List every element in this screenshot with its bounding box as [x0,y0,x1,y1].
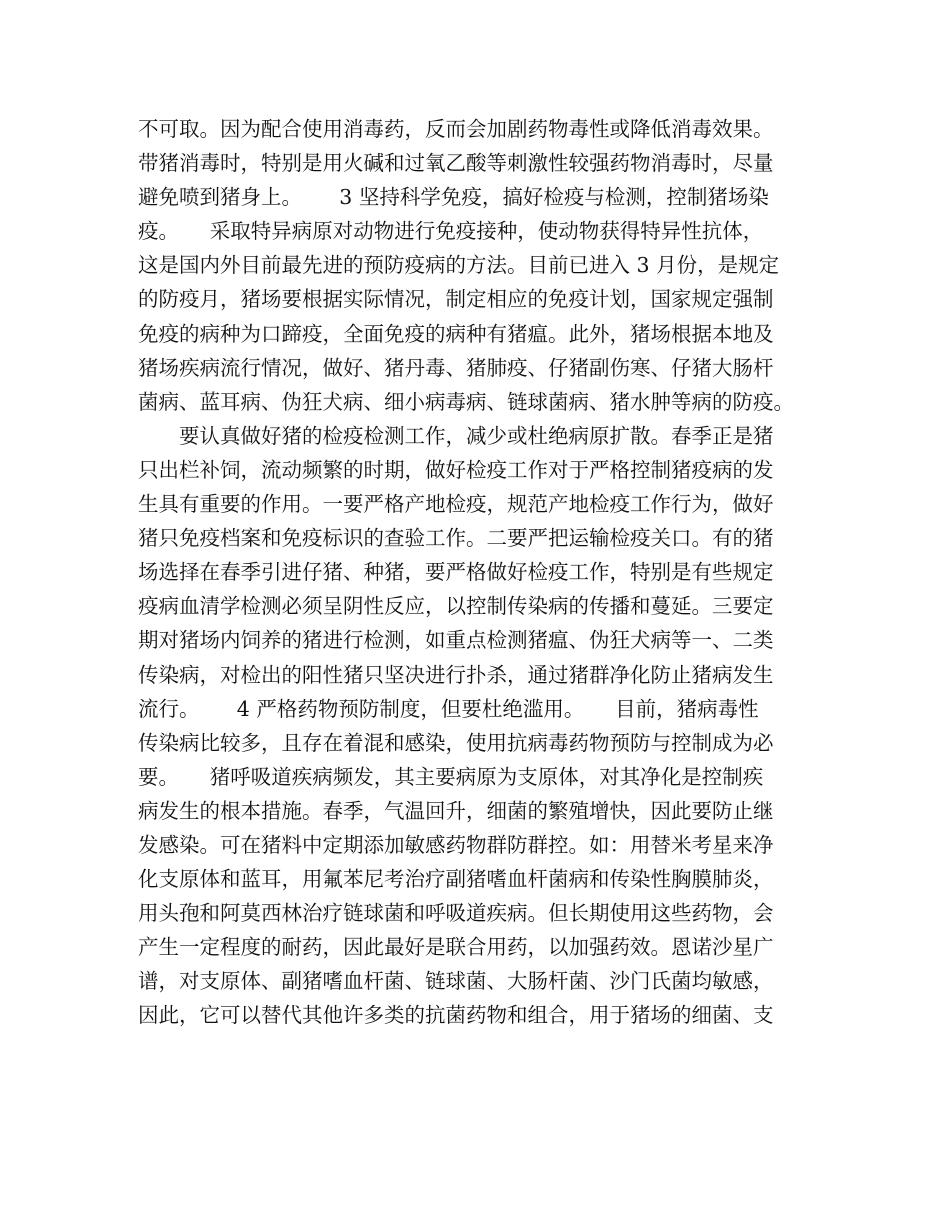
text-line: 菌病、蓝耳病、伪狂犬病、细小病毒病、链球菌病、猪水肿等病的防疫。 [138,389,794,414]
text-line: 只出栏补饲，流动频繁的时期，做好检疫工作对于严格控制猪疫病的发 [138,457,774,482]
text-line: 猪只免疫档案和免疫标识的查验工作。二要严把运输检疫关口。有的猪 [138,526,774,551]
text-line: 期对猪场内饲养的猪进行检测，如重点检测猪瘟、伪狂犬病等一、二类 [138,628,774,653]
text-line: 不可取。因为配合使用消毒药，反而会加剧药物毒性或降低消毒效果。 [138,117,774,141]
text-line: 要。 猪呼吸道疾病频发，其主要病原为支原体，对其净化是控制疾 [138,764,764,789]
text-line: 因此，它可以替代其他许多类的抗菌药物和组合，用于猪场的细菌、支 [138,1003,774,1028]
text-line: 产生一定程度的耐药，因此最好是联合用药，以加强药效。恩诺沙星广 [138,935,774,960]
text-line: 发感染。可在猪料中定期添加敏感药物群防群控。如：用替米考星来净 [138,832,774,857]
text-line: 要认真做好猪的检疫检测工作，减少或杜绝病原扩散。春季正是猪 [138,423,774,448]
text-line: 场选择在春季引进仔猪、种猪，要严格做好检疫工作，特别是有些规定 [138,560,774,585]
text-line: 避免喷到猪身上。 3 坚持科学免疫，搞好检疫与检测，控制猪场染 [138,185,769,210]
text-line: 传染病，对检出的阳性猪只坚决进行扑杀，通过猪群净化防止猪病发生 [138,662,774,687]
text-line: 病发生的根本措施。春季，气温回升，细菌的繁殖增快，因此要防止继 [138,798,774,823]
text-line: 化支原体和蓝耳，用氟苯尼考治疗副猪嗜血杆菌病和传染性胸膜肺炎， [138,867,774,892]
text-line: 传染病比较多，且存在着混和感染，使用抗病毒药物预防与控制成为必 [138,730,774,755]
text-line: 疫病血清学检测必须呈阴性反应，以控制传染病的传播和蔓延。三要定 [138,594,774,619]
text-line: 带猪消毒时，特别是用火碱和过氧乙酸等刺激性较强药物消毒时，尽量 [138,151,774,176]
body-text [138,112,828,1033]
text-line: 谱，对支原体、副猪嗜血杆菌、链球菌、大肠杆菌、沙门氏菌均敏感， [138,969,774,994]
text-line: 疫。 采取特异病原对动物进行免疫接种，使动物获得特异性抗体， [138,219,764,244]
text-line: 免疫的病种为口蹄疫，全面免疫的病种有猪瘟。此外，猪场根据本地及 [138,321,774,346]
text-line: 生具有重要的作用。一要严格产地检疫，规范产地检疫工作行为，做好 [138,492,774,517]
text-line: 的防疫月，猪场要根据实际情况，制定相应的免疫计划，国家规定强制 [138,287,774,312]
text-line: 流行。 4 严格药物预防制度，但要杜绝滥用。 目前，猪病毒性 [138,696,759,721]
text-line: 猪场疾病流行情况，做好、猪丹毒、猪肺疫、仔猪副伤寒、仔猪大肠杆 [138,355,774,380]
text-line: 这是国内外目前最先进的预防疫病的方法。目前已进入 3 月份，是规定 [138,253,780,278]
text-line: 用头孢和阿莫西林治疗链球菌和呼吸道疾病。但长期使用这些药物，会 [138,901,774,926]
